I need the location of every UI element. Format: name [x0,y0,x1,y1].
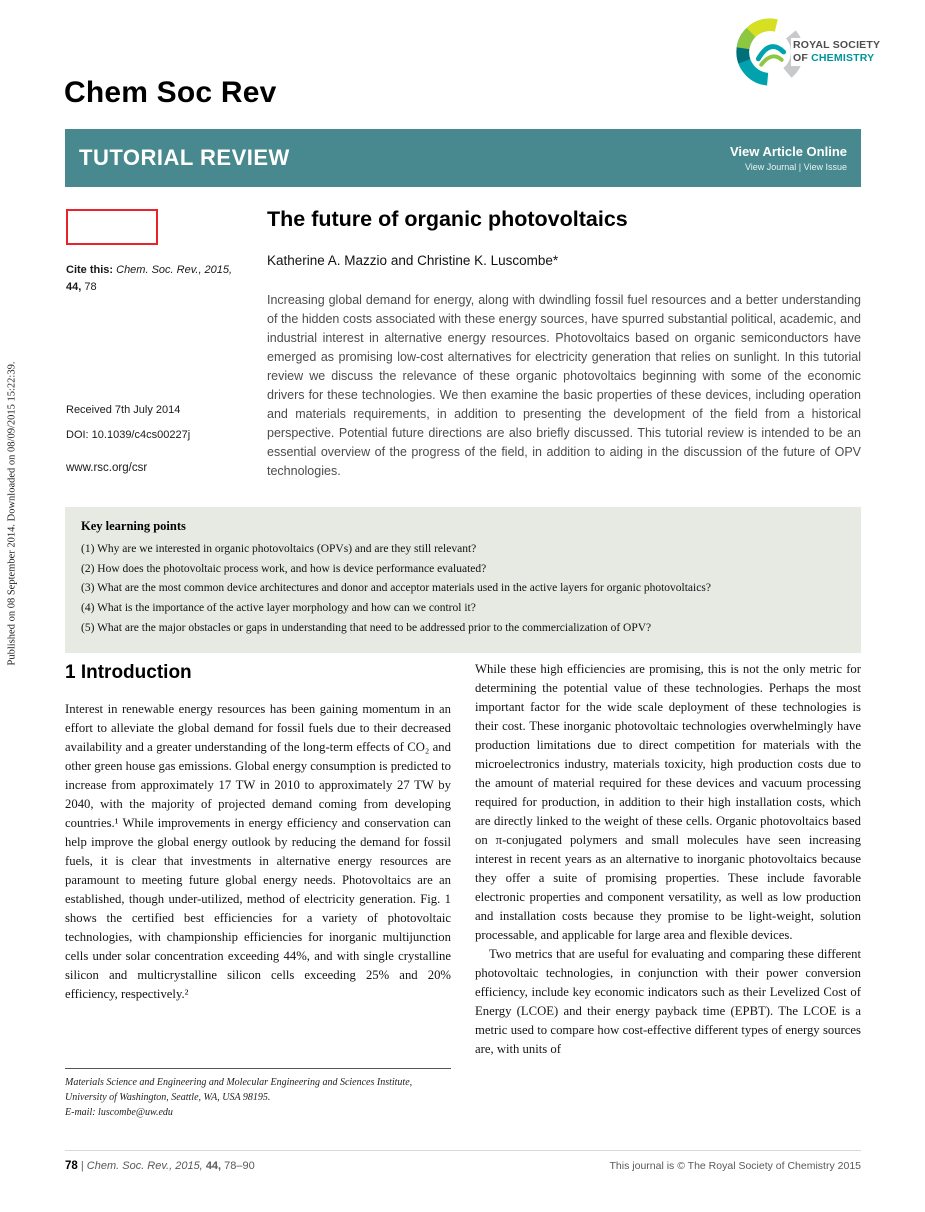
para: While these high efficiencies are promising, this is not the only metric for determining the potential value of these technologies. Perhaps the most important factor for the wide scale deployment of these technologies is their cost. These inorganic photovoltaic technologies overwhelmingly have production limitations due to direct competition for materials with the microelectronics industry, materials toxicity, high production costs due to the amount of material required for these devices and vacuum processing required for production, in addition to their high installation costs, which are directly linked to the weight of these cells. Organic photovoltaics based on π-conjugated polymers and small molecules have seen increasing interest in recent years as an alternative to inorganic photovoltaics because they offer a suite of promising properties. These include favorable electronic properties and component versatility, as well as low production and installation costs because they promise to be light-weight, solution processable, and applicable for large area and flexible devices. [475,662,861,942]
cite-volume: 44, [66,281,82,294]
copyright-text: This journal is © The Royal Society of Chemistry 2015 [609,1160,861,1172]
banner-links [730,144,847,172]
footer-pages: 78–90 [224,1160,255,1172]
journal-url-link[interactable]: www.rsc.org/csr [66,462,148,474]
left-column-text [65,700,451,1004]
affiliation-text: Materials Science and Engineering and Molecular Engineering and Sciences Institute, University of Washington, Seattle, WA, USA 98195. [65,1077,413,1103]
article-abstract: Increasing global demand for energy, along with dwindling fossil fuel resources and a better understanding of the hidden costs associated with these energy sources, have spurred substantial political, academic, and industrial interest in alternative energy resources. Photovoltaics based on organic semiconductors have emerged as promising low-cost alternatives for electricity generation that relies on sunlight. In this tutorial review we discuss the relevance of these organic photovoltaics beginning with some of the economic drivers for these technologies. We then examine the basic properties of these devices, including operation and materials requirements, in addition to presenting the development of the field from a historical perspective. Potential future directions are also briefly discussed. This tutorial review is intended to be an essential overview of the progress of the field, in addition to aiding in the discussion of the future of OPV technologies. [267,293,861,478]
footer-separator: | [80,1160,84,1172]
logo-word-of: OF [793,52,808,64]
journal-title: Chem Soc Rev [64,76,277,109]
view-journal-issue-links[interactable]: View Journal | View Issue [744,162,847,172]
affiliation-footnote [65,1068,451,1120]
cite-label: Cite this: [66,264,114,276]
key-point: (5) What are the major obstacles or gaps in understanding that need to be addressed prior to the commercialization of OPV? [81,621,652,634]
rsc-logo [733,15,880,89]
logo-word-chemistry: CHEMISTRY [811,52,875,64]
article-authors: Katherine A. Mazzio and Christine K. Luscombe* [267,253,559,268]
article-graphic-placeholder [66,209,158,245]
key-point: (2) How does the photovoltaic process work, and how is device performance evaluated? [81,562,487,575]
doi-text: DOI: 10.1039/c4cs00227j [66,429,191,441]
key-learning-title: Key learning points [81,519,186,533]
rsc-logo-text [791,38,880,66]
key-point: (4) What is the importance of the active layer morphology and how can we control it? [81,602,476,615]
page-number: 78 [65,1160,78,1172]
footer-journal: Chem. Soc. Rev., 2015, [86,1160,203,1172]
banner-label: TUTORIAL REVIEW [79,145,290,170]
email-link[interactable]: E-mail: luscombe@uw.edu [65,1107,173,1118]
section-heading-introduction: 1 Introduction [65,662,192,683]
page-footer [65,1150,861,1172]
para: Two metrics that are useful for evaluating and comparing these different photovoltaic technologies, in conjunction with their power conversion efficiency, include key economic indicators such as their Levelized Cost of Energy (LCOE) and their energy payback time (EPBT). The LCOE is a metric used to compare how cost-effective different types of energy sources are, with units of [475,947,861,1056]
logo-line-royal-society: ROYAL SOCIETY [793,39,881,51]
logo-line-of-chemistry [793,52,880,65]
key-point: (3) What are the most common device architectures and donor and acceptor materials used in the active layers for organic photovoltaics? [81,582,711,595]
article-body [65,660,861,1120]
published-downloaded-note: Published on 08 September 2014. Downloaded on 08/09/2015 15:22:39. [6,361,18,666]
body-column-left [65,660,451,1120]
cite-journal: Chem. Soc. Rev., 2015, [116,264,233,276]
cite-pages: 78 [84,281,97,294]
body-column-right [475,660,861,1120]
key-learning-points [81,541,845,636]
para: Interest in renewable energy resources has been gaining momentum in an effort to alleviate the global demand for fossil fuels due to their decreased availability and a greater understanding of the long-term effects of CO₂ and other green house gas emissions. Global energy consumption is predicted to increase from approximately 17 TW in 2010 to approximately 27 TW by 2040, with the majority of projected demand coming from developing countries.¹ While improvements in energy efficiency and conservation can help improve the global energy outlook by reducing the demand for fossil fuels, it is clear that investments in alternative energy resources are paramount to meeting future global energy needs. Photovoltaics are an established, though under-utilized, method of electricity generation. Fig. 1 shows the certified best efficiencies for a variety of photovoltaic technologies, with championship efficiencies for inorganic multijunction cells under solar concentration exceeding 44%, and with single crystalline silicon and multicrystalline silicon cells exceeding 25% and 20% efficiency, respectively.² [65,702,451,1001]
footer-citation [65,1160,255,1172]
right-column-text [475,660,861,1059]
article-type-banner [65,129,861,187]
key-point: (1) Why are we interested in organic photovoltaics (OPVs) and are they still relevant? [81,543,477,555]
view-article-online-link[interactable]: View Article Online [729,144,847,159]
key-learning-box [65,507,861,653]
received-date: Received 7th July 2014 [66,404,181,416]
article-title: The future of organic photovoltaics [267,207,628,231]
footer-volume: 44, [205,1160,222,1172]
cite-block [66,262,244,296]
